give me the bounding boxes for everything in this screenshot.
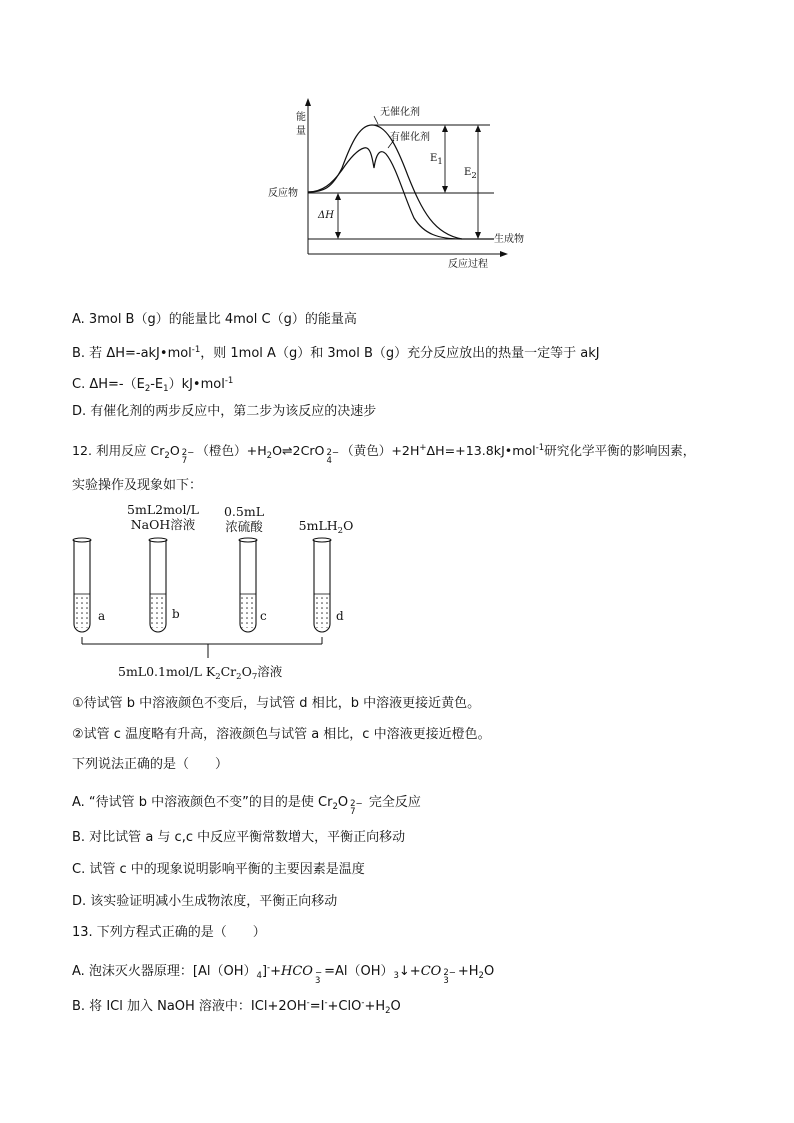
tube-label-d: d — [336, 609, 344, 623]
tube-label-c: c — [260, 609, 267, 623]
q12-observation-2: ②试管 c 温度略有升高，溶液颜色与试管 a 相比，c 中溶液更接近橙色。 — [72, 727, 491, 742]
y-label-2: 量 — [296, 126, 306, 137]
q13-stem: 13. 下列方程式正确的是（ ） — [72, 925, 266, 940]
y-axis-arrow — [305, 98, 311, 106]
hco3-charge: − 3 — [314, 968, 323, 986]
dichromate-charge: 2− 7 — [181, 448, 195, 466]
label-product: 生成物 — [494, 234, 524, 245]
test-tube-d — [313, 538, 331, 632]
label-x-axis: 反应过程 — [448, 259, 488, 270]
q11-option-b: B. 若 ΔH=-akJ•mol$^{-1}$，则 1mol A（g）和 3mol B（g）充分反应放出的热量一定等于 akJ — [72, 345, 600, 361]
q11-option-d: D. 有催化剂的两步反应中，第二步为该反应的决速步 — [72, 404, 377, 419]
label-dh: ΔH — [318, 210, 334, 221]
q12-stem: 12. 利用反应 $Cr_2O$ 2− 7 （橙色）$+H_2O\rightleftharpoons 2CrO$ 2− 4 （黄色）+2H+ΔH=+13.8kJ•mol$^{-1}$研究化学平衡的影响因素， — [72, 443, 696, 466]
label-catalyzed: 有催化剂 — [390, 132, 430, 143]
reagent-b: 5mL2mol/L NaOH溶液 — [127, 502, 199, 532]
label-reactant: 反应物 — [268, 188, 298, 199]
test-tube-b — [149, 538, 167, 632]
tube-label-a: a — [98, 609, 106, 623]
q12-observation-1: ①待试管 b 中溶液颜色不变后，与试管 d 相比，b 中溶液更接近黄色。 — [72, 696, 481, 711]
test-tube-c — [239, 538, 257, 632]
x-axis-arrow — [500, 251, 508, 257]
base-solution-label: 5mL0.1mol/L $K_2Cr_2O_7$溶液 — [118, 664, 283, 682]
energy-diagram-svg — [262, 96, 532, 276]
y-label-1: 能 — [296, 112, 306, 123]
q11-option-c: C. $\Delta H=-(E_2-E_1)kJ•mol^{-1}$ — [72, 376, 234, 394]
q13-option-b: B. 将 ICl 加入 NaOH 溶液中：$ICl+2OH^-=I^-+ClO^-+H_2O$ — [72, 998, 401, 1016]
tube-label-b: b — [172, 607, 180, 621]
reagent-d: 5mLH$_2$O — [298, 518, 354, 536]
q12-option-b: B. 对比试管 a 与 c,c 中反应平衡常数增大，平衡正向移动 — [72, 830, 406, 845]
reagent-c: 0.5mL 浓硫酸 — [223, 504, 265, 534]
label-uncatalyzed: 无催化剂 — [380, 107, 420, 118]
test-tube-a — [73, 538, 91, 632]
q12-option-a: A. “待试管 b 中溶液颜色不变”的目的是使 $Cr_2O$ 2− 7 完全反应 — [72, 795, 421, 817]
q13-option-a: A. 泡沫灭火器原理：$[Al(OH)_4]^-+HCO$ − 3 $=Al(OH)_3↓+CO$ 2− 3 $+H_2O$ — [72, 963, 495, 986]
co3-charge: 2− 3 — [443, 968, 456, 986]
option-a-charge: 2− 7 — [350, 799, 363, 817]
label-e1: $E_1$ — [430, 153, 443, 167]
q11-option-a: A. 3mol B（g）的能量比 4mol C（g）的能量高 — [72, 312, 357, 327]
q12-option-d: D. 该实验证明减小生成物浓度，平衡正向移动 — [72, 894, 338, 909]
q12-stem-line2: 实验操作及现象如下： — [72, 478, 203, 493]
q12-option-c: C. 试管 c 中的现象说明影响平衡的主要因素是温度 — [72, 862, 365, 877]
label-e2: $E_2$ — [464, 167, 477, 181]
q12-question: 下列说法正确的是（ ） — [72, 757, 229, 772]
energy-profile-diagram — [262, 96, 532, 276]
leader-uncatalyzed — [374, 116, 378, 124]
chromate-charge: 2− 4 — [326, 448, 339, 466]
test-tube-apparatus — [60, 536, 370, 662]
